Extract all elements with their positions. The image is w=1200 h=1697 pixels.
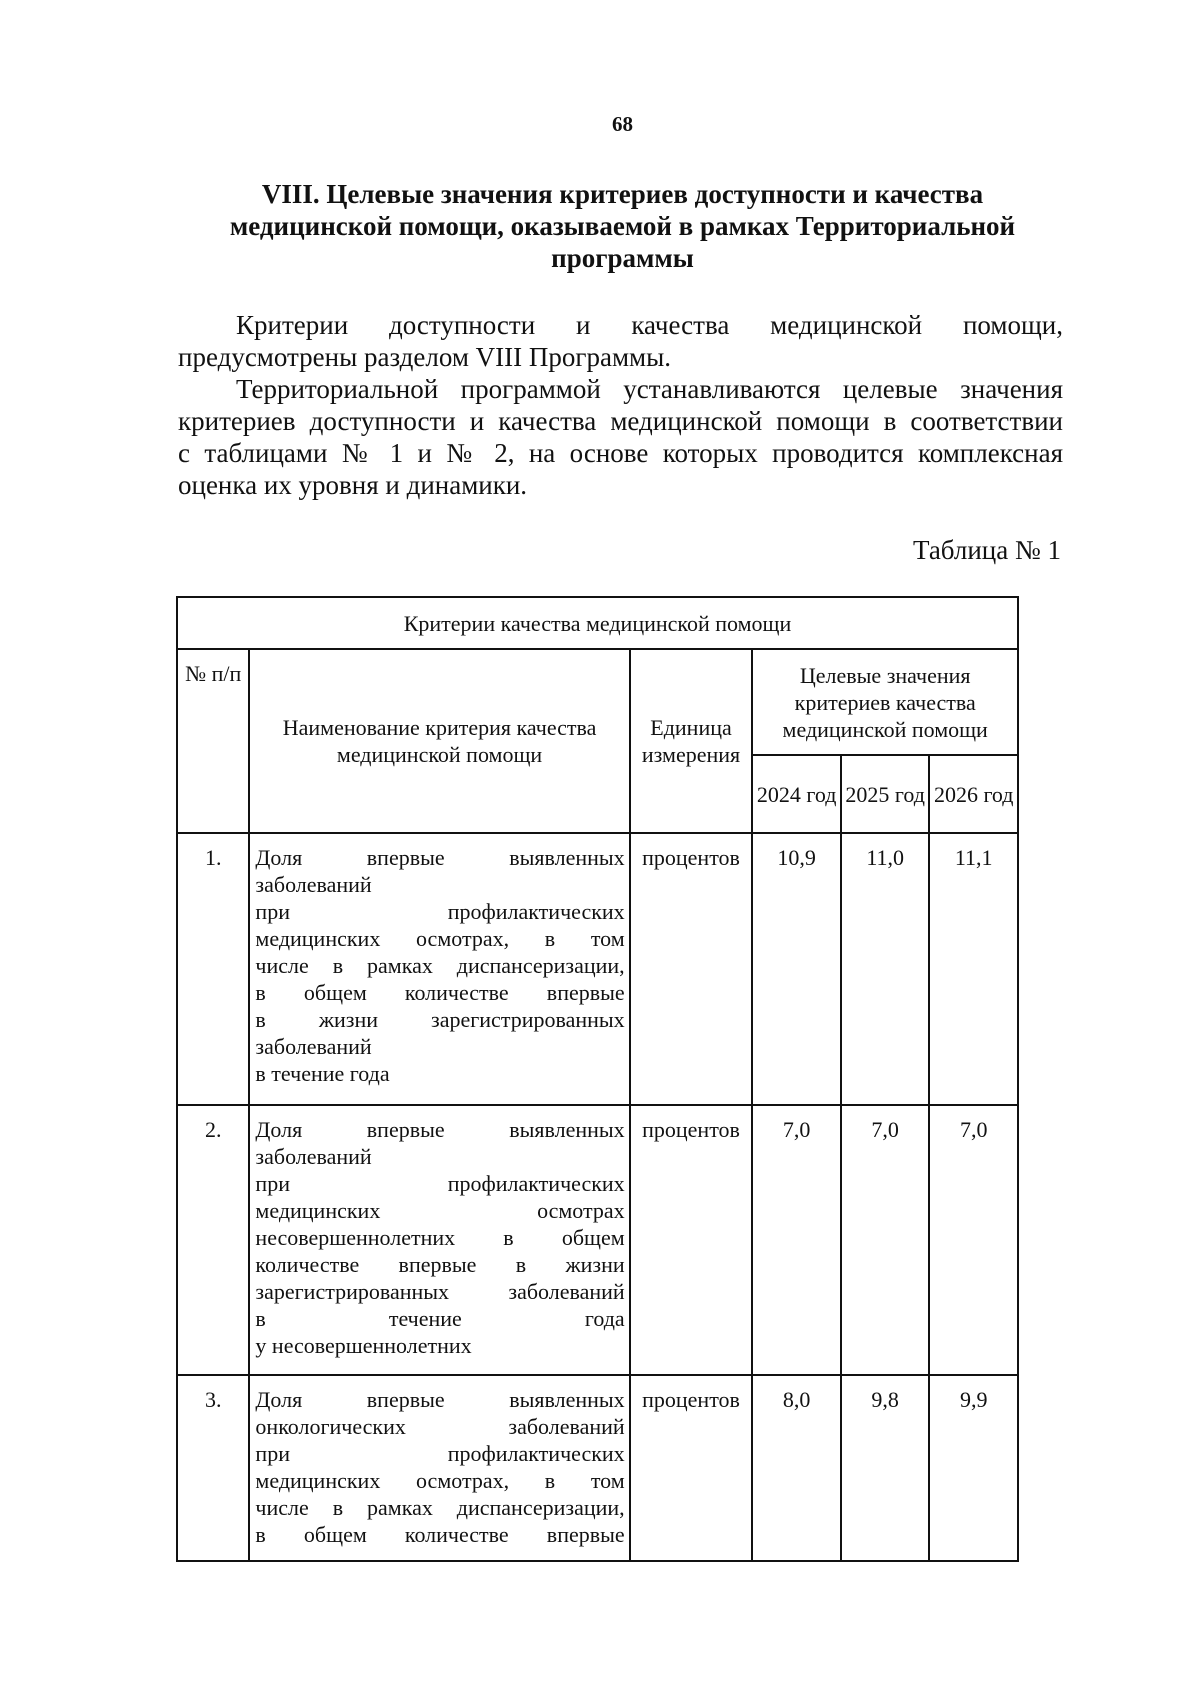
row-name-line: медицинских осмотрах, в том xyxy=(255,1468,625,1493)
row-value-2024: 7,0 xyxy=(752,1105,841,1375)
row-num: 3. xyxy=(177,1375,249,1561)
section-title xyxy=(170,178,1075,274)
row-value-2026: 7,0 xyxy=(929,1105,1018,1375)
row-name-line: несовершеннолетних в общем xyxy=(255,1225,625,1250)
paragraph-line: оценка их уровня и динамики. xyxy=(178,470,528,500)
row-name xyxy=(249,1375,629,1561)
row-name-line: зарегистрированных заболеваний xyxy=(255,1279,625,1304)
paragraph-line: Критерии доступности и качества медицинской помощи, xyxy=(236,310,1063,340)
row-name-line: у несовершеннолетних xyxy=(255,1333,472,1358)
row-name-line: в течение года xyxy=(255,1061,390,1086)
header-name: Наименование критерия качества медицинской помощи xyxy=(249,649,629,833)
row-name-line: числе в рамках диспансеризации, xyxy=(255,953,625,978)
row-num: 1. xyxy=(177,833,249,1105)
header-year-2024: 2024 год xyxy=(752,755,841,833)
paragraph-line: критериев доступности и качества медицинской помощи в соответствии xyxy=(178,406,1063,436)
header-year-2025: 2025 год xyxy=(841,755,930,833)
row-name-line: заболеваний xyxy=(255,1144,372,1169)
row-name xyxy=(249,833,629,1105)
section-title-line: программы xyxy=(551,243,694,273)
page-number: 68 xyxy=(612,112,633,136)
table-title: Критерии качества медицинской помощи xyxy=(177,597,1018,649)
paragraph-line: Территориальной программой устанавливаются целевые значения xyxy=(236,374,1063,404)
row-name-line: в общем количестве впервые xyxy=(255,1522,625,1547)
table-row xyxy=(177,833,1018,1105)
row-value-2024: 10,9 xyxy=(752,833,841,1105)
row-unit: процентов xyxy=(630,833,753,1105)
row-value-2024: 8,0 xyxy=(752,1375,841,1561)
row-unit: процентов xyxy=(630,1105,753,1375)
row-name-line: в общем количестве впервые xyxy=(255,980,625,1005)
row-name-line: числе в рамках диспансеризации, xyxy=(255,1495,625,1520)
header-year-2026: 2026 год xyxy=(929,755,1018,833)
paragraph-line: с таблицами № 1 и № 2, на основе которых проводится комплексная xyxy=(178,438,1063,468)
row-name-line: заболеваний xyxy=(255,1034,372,1059)
row-name-line: при профилактических xyxy=(255,899,625,924)
row-name-line: медицинских осмотрах xyxy=(255,1198,625,1223)
row-name-line: при профилактических xyxy=(255,1441,625,1466)
criteria-table xyxy=(176,596,1019,1562)
row-name-line: заболеваний xyxy=(255,872,372,897)
row-name-line: Доля впервые выявленных xyxy=(255,1387,625,1412)
section-title-line: медицинской помощи, оказываемой в рамках Территориальной xyxy=(229,211,1016,241)
row-value-2026: 9,9 xyxy=(929,1375,1018,1561)
table-row xyxy=(177,1375,1018,1561)
section-title-line: VIII. Целевые значения критериев доступности и качества xyxy=(261,179,984,209)
row-name-line: при профилактических xyxy=(255,1171,625,1196)
header-target-values: Целевые значения критериев качества медицинской помощи xyxy=(752,649,1018,755)
row-value-2025: 7,0 xyxy=(841,1105,930,1375)
row-value-2026: 11,1 xyxy=(929,833,1018,1105)
header-num: № п/п xyxy=(177,649,249,833)
table-row xyxy=(177,1105,1018,1375)
row-name-line: в течение года xyxy=(255,1306,625,1331)
row-name-line: количестве впервые в жизни xyxy=(255,1252,625,1277)
paragraph-line: предусмотрены разделом VIII Программы. xyxy=(178,342,672,372)
table-caption: Таблица № 1 xyxy=(913,535,1061,565)
paragraph-criteria-reference xyxy=(178,309,1063,373)
row-name-line: Доля впервые выявленных xyxy=(255,1117,625,1142)
paragraph-target-values xyxy=(178,373,1063,501)
row-name-line: медицинских осмотрах, в том xyxy=(255,926,625,951)
row-num: 2. xyxy=(177,1105,249,1375)
row-name-line: в жизни зарегистрированных xyxy=(255,1007,625,1032)
row-value-2025: 11,0 xyxy=(841,833,930,1105)
row-name-line: онкологических заболеваний xyxy=(255,1414,625,1439)
header-unit: Единица измерения xyxy=(630,649,753,833)
row-value-2025: 9,8 xyxy=(841,1375,930,1561)
row-unit: процентов xyxy=(630,1375,753,1561)
row-name xyxy=(249,1105,629,1375)
row-name-line: Доля впервые выявленных xyxy=(255,845,625,870)
